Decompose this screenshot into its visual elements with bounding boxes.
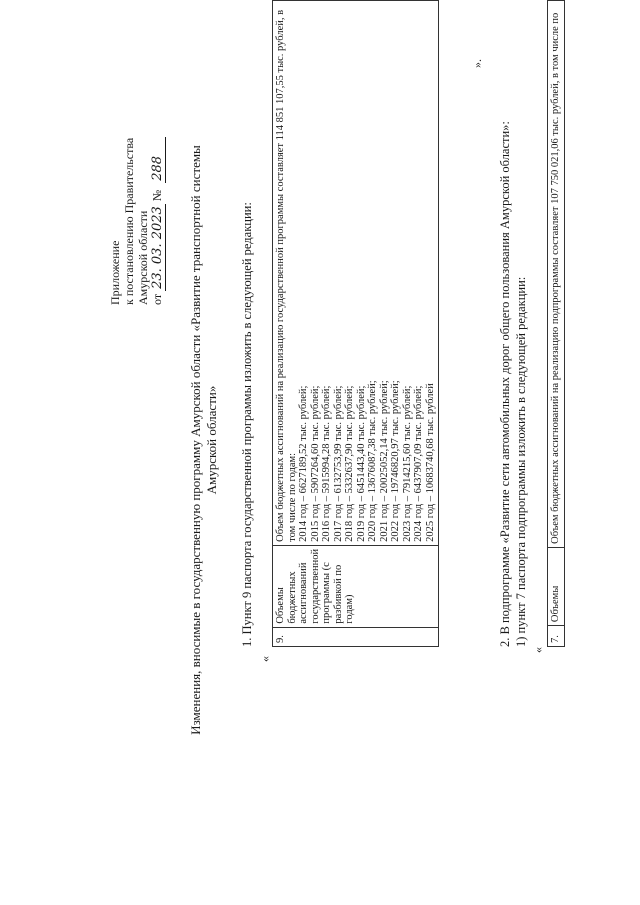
value-line: Объем бюджетных ассигнований на реализацию подпрограммы составляет 107 750 021,06 тыс. рублей, в том числе по (550, 12, 561, 544)
appendix-block (108, 15, 166, 305)
label-line: программы (с (321, 562, 332, 624)
passport-table-item-9 (272, 0, 439, 647)
appendix-region-line: Амурской области (136, 210, 150, 305)
number-sign: № (150, 189, 164, 202)
table-row (273, 1, 439, 647)
passport-table-item-7 (547, 0, 565, 647)
item-1-text: 1. Пункт 9 паспорта государственной программы изложить в следующей редакции: (240, 202, 254, 647)
value-line: 2014 год – 6627189,52 тыс. рублей; (298, 385, 309, 542)
value-line: 2015 год – 5907264,60 тыс. рублей; (309, 385, 321, 542)
opening-quote-1: « (258, 656, 272, 662)
row-value (548, 1, 565, 548)
value-line: 2020 год – 13676087,38 тыс. рублей; (367, 380, 378, 542)
value-line: 2021 год – 20025052,14 тыс. рублей; (378, 380, 390, 542)
row-value (273, 1, 439, 546)
document-title (188, 55, 220, 825)
row-label (273, 545, 439, 627)
row-label: Объемы (548, 547, 565, 625)
value-line: 2025 год – 10683740,68 тыс. рублей (424, 383, 436, 542)
title-line-1: Изменения, вносимые в государственную программу Амурской области «Развитие транспортной системы (188, 145, 203, 735)
label-line: государственной (309, 548, 321, 624)
value-line: 2022 год – 19746820,97 тыс. рублей; (390, 380, 401, 542)
item-2-heading: 2. В подпрограмме «Развитие сети автомобильных дорог общего пользования Амурской области»: (498, 121, 512, 647)
handwritten-date: 23. 03. 2023 (150, 206, 165, 289)
value-line: 2016 год – 5915994,28 тыс. рублей; (321, 385, 332, 542)
opening-quote-2: « (531, 647, 545, 653)
title-line-2: Амурской области» (204, 385, 219, 495)
value-line: 2018 год – 5332637,90 тыс. рублей; (344, 385, 355, 542)
table-row (548, 1, 565, 647)
label-line: разбивкой по (332, 564, 344, 624)
value-line: том числе по годам: (286, 452, 298, 542)
item-2-subitem: 1) пункт 7 паспорта подпрограммы изложить в следующей редакции: (514, 276, 528, 647)
value-line: 2019 год – 6451443,40 тыс. рублей; (355, 385, 367, 542)
appendix-date-line (150, 15, 166, 305)
row-number: 7. (548, 626, 565, 647)
label-line: бюджетных (286, 571, 298, 624)
appendix-resolution-line: к постановлению Правительства (122, 137, 136, 305)
label-line: ассигнований (298, 562, 309, 624)
closing-quote-1: ». (470, 59, 484, 68)
date-prefix: от (150, 293, 164, 305)
value-line: 2017 год – 6132753,99 тыс. рублей; (332, 385, 344, 542)
value-line: 2024 год – 6437907,09 тыс. рублей; (413, 385, 424, 542)
handwritten-number: 288 (151, 137, 166, 183)
row-number: 9. (273, 627, 439, 646)
label-line: годам) (344, 594, 355, 624)
label-line: Объемы (275, 587, 286, 624)
value-line: Объем бюджетных ассигнований на реализацию государственной программы составляет 114 851 107,55 тыс. рублей, в (275, 9, 286, 542)
appendix-heading: Приложение (108, 240, 122, 305)
value-line: 2023 год – 7914215,60 тыс. рублей; (401, 385, 413, 542)
